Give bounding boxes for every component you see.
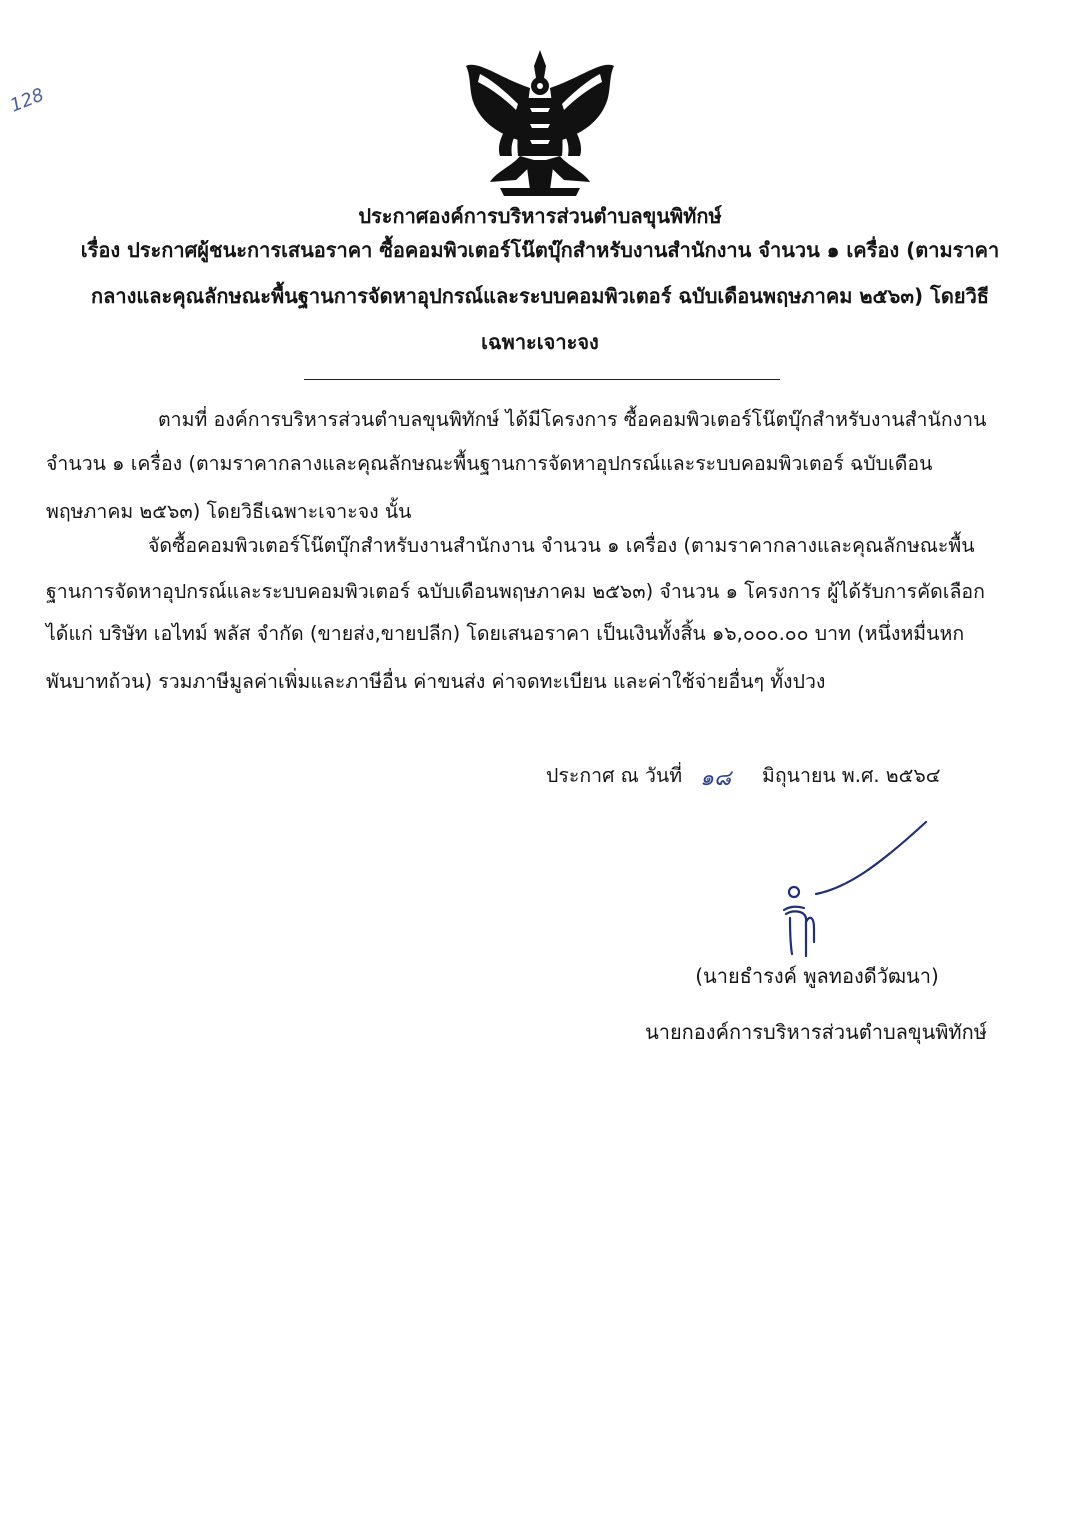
subject-line-2: กลางและคุณลักษณะพื้นฐานการจัดหาอุปกรณ์และระบบคอมพิวเตอร์ ฉบับเดือนพฤษภาคม ๒๕๖๓) โดยวิธี — [90, 284, 990, 308]
divider-line — [304, 379, 780, 380]
handwritten-day: ๑๘ — [700, 766, 731, 791]
paragraph-2-line-1: จัดซื้อคอมพิวเตอร์โน๊ตบุ๊กสำหรับงานสำนักงาน จำนวน ๑ เครื่อง (ตามราคากลางและคุณลักษณะพื้น — [148, 534, 975, 557]
paragraph-2-line-3: ได้แก่ บริษัท เอไทม์ พลัส จำกัด (ขายส่ง,ขายปลีก) โดยเสนอราคา เป็นเงินทั้งสิ้น ๑๖,๐๐๐.๐๐ บาท (หนึ่งหมื่นหก — [46, 622, 965, 645]
paragraph-2-line-4: พันบาทถ้วน) รวมภาษีมูลค่าเพิ่มและภาษีอื่น ค่าขนส่ง ค่าจดทะเบียน และค่าใช้จ่ายอื่นๆ ทั้งปวง — [46, 670, 826, 693]
garuda-emblem-icon — [460, 48, 620, 198]
announcement-title: ประกาศองค์การบริหารส่วนตำบลขุนพิทักษ์ — [358, 204, 722, 228]
paragraph-2-line-2: ฐานการจัดหาอุปกรณ์และระบบคอมพิวเตอร์ ฉบับเดือนพฤษภาคม ๒๕๖๓) จำนวน ๑ โครงการ ผู้ได้รับการคัดเลือก — [46, 580, 985, 603]
handwritten-page-number: 128 — [7, 84, 48, 117]
date-suffix: มิถุนายน พ.ศ. ๒๕๖๔ — [762, 764, 941, 787]
date-prefix: ประกาศ ณ วันที่ — [546, 764, 683, 787]
signatory-position: นายกองค์การบริหารส่วนตำบลขุนพิทักษ์ — [645, 1020, 987, 1044]
signatory-name: (นายธำรงค์ พูลทองดีวัฒนา) — [695, 964, 939, 988]
paragraph-1-line-2: จำนวน ๑ เครื่อง (ตามราคากลางและคุณลักษณะพื้นฐานการจัดหาอุปกรณ์และระบบคอมพิวเตอร์ ฉบับเดือน — [46, 452, 933, 475]
subject-line-1: เรื่อง ประกาศผู้ชนะการเสนอราคา ซื้อคอมพิวเตอร์โน๊ตบุ๊กสำหรับงานสำนักงาน จำนวน ๑ เครื่อง (ตามราคา — [80, 238, 1000, 262]
handwritten-signature-icon — [776, 818, 936, 958]
subject-line-3: เฉพาะเจาะจง — [481, 330, 599, 354]
paragraph-1-line-1: ตามที่ องค์การบริหารส่วนตำบลขุนพิทักษ์ ได้มีโครงการ ซื้อคอมพิวเตอร์โน๊ตบุ๊กสำหรับงานสำนักงาน — [158, 408, 987, 431]
paragraph-1-line-3: พฤษภาคม ๒๕๖๓) โดยวิธีเฉพาะเจาะจง นั้น — [46, 500, 412, 523]
